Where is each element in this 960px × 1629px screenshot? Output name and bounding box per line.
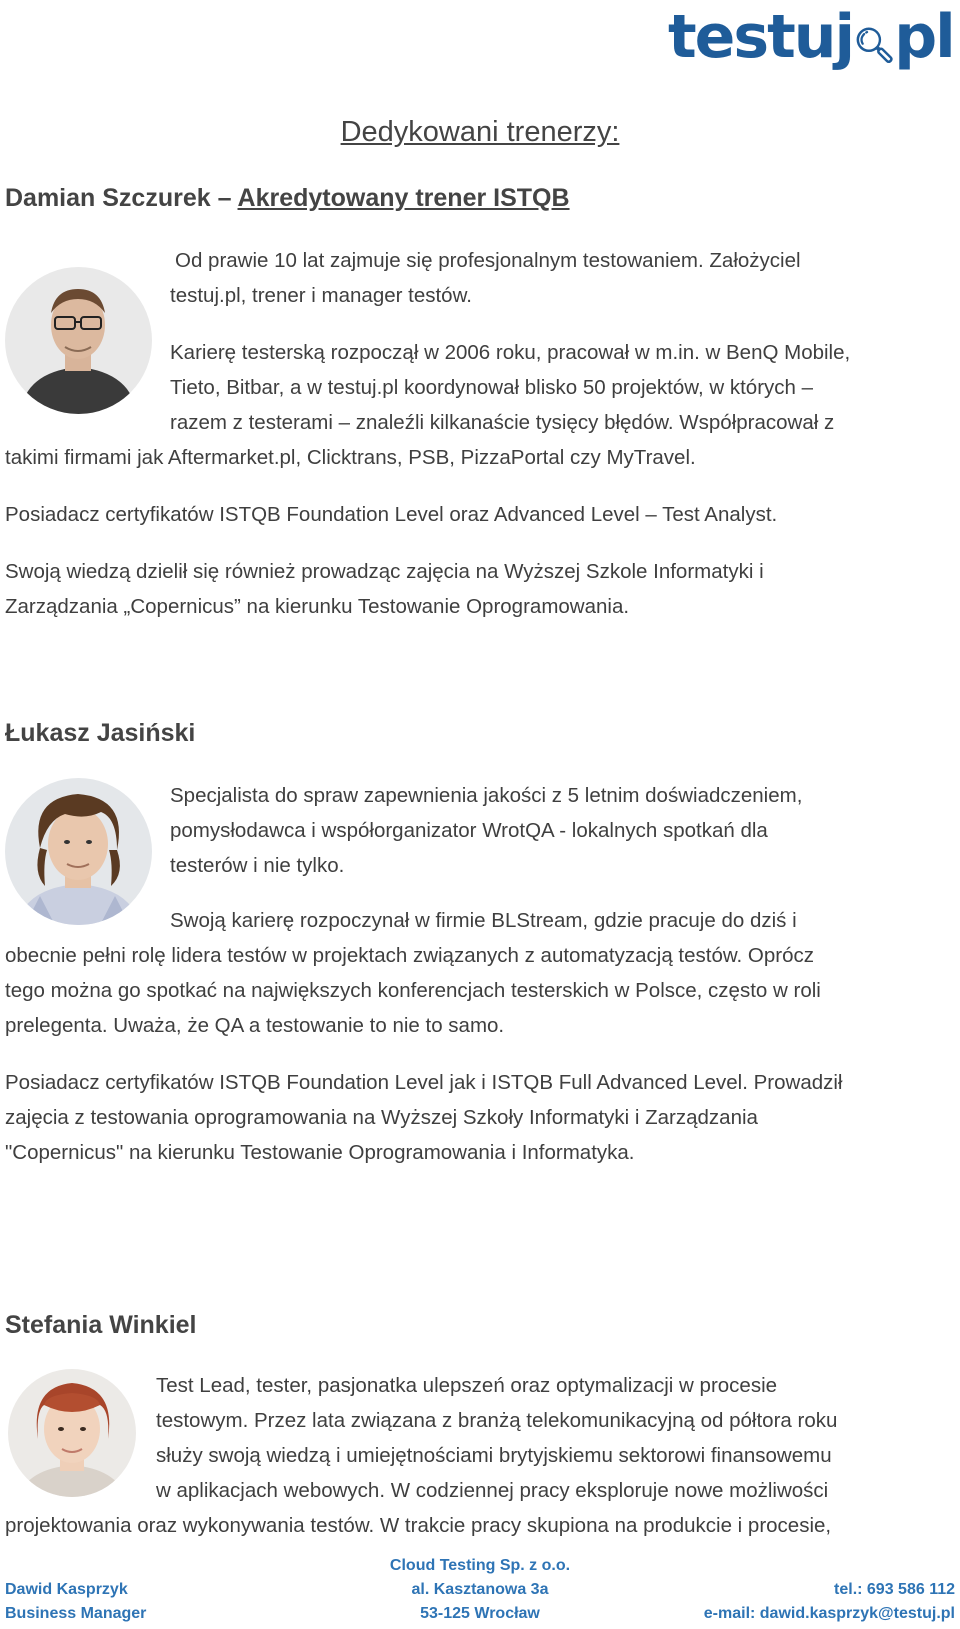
footer-position: Business Manager	[5, 1605, 147, 1622]
trainer2-line6: tego można go spotkać na największych konferencjach testerskich w Polsce, często w roli	[5, 979, 821, 1002]
trainer1-certs: Posiadacz certyfikatów ISTQB Foundation Level oraz Advanced Level – Test Analyst.	[5, 503, 778, 526]
trainer2-photo	[5, 778, 152, 925]
trainer3-photo	[8, 1369, 136, 1497]
trainer3-heading: Stefania Winkiel	[5, 1311, 197, 1339]
trainer2-heading: Łukasz Jasiński	[5, 719, 196, 747]
trainer3-line4: w aplikacjach webowych. W codziennej pracy eksploruje nowe możliwości	[156, 1479, 829, 1502]
trainer1-line8: Swoją wiedzą dzielił się również prowadząc zajęcia na Wyższej Szkole Informatyki i	[5, 560, 764, 583]
footer-company: Cloud Testing Sp. z o.o.	[389, 1557, 571, 1574]
trainer1-line5: razem z testerami – znaleźli kilkanaście tysięcy błędów. Współpracował z	[170, 411, 835, 434]
testuj-logo	[668, 2, 954, 81]
footer-email: e-mail: dawid.kasprzyk@testuj.pl	[703, 1605, 955, 1622]
trainer2-line9: zajęcia z testowania oprogramowania na Wyższej Szkoły Informatyki i Zarządzania	[5, 1106, 758, 1129]
logo-text-domain: pl	[894, 2, 954, 72]
trainer1-name: Damian Szczurek –	[5, 184, 238, 212]
trainer2-line1: Specjalista do spraw zapewnienia jakości z 5 letnim doświadczeniem,	[170, 784, 803, 807]
footer-phone: tel.: 693 586 112	[834, 1581, 955, 1598]
trainer3-line5: projektowania oraz wykonywania testów. W trakcie pracy skupiona na produkcie i procesie,	[5, 1514, 832, 1537]
trainer2-line4: Swoją karierę rozpoczynał w firmie BLStream, gdzie pracuje do dziś i	[170, 909, 797, 932]
trainer3-line3: służy swoją wiedzą i umiejętnościami brytyjskiemu sektorowi finansowemu	[156, 1444, 832, 1467]
trainer2-line2: pomysłodawca i współorganizator WrotQA - lokalnych spotkań dla	[170, 819, 768, 842]
trainer1-line2: testuj.pl, trener i manager testów.	[170, 284, 472, 307]
page-title: Dedykowani trenerzy:	[340, 116, 620, 148]
trainer2-certs: Posiadacz certyfikatów ISTQB Foundation Level jak i ISTQB Full Advanced Level. Prowadził	[5, 1071, 843, 1094]
trainer1-line6: takimi firmami jak Aftermarket.pl, Clicktrans, PSB, PizzaPortal czy MyTravel.	[5, 446, 696, 469]
trainer1-line3: Karierę testerską rozpoczął w 2006 roku, pracował w m.in. w BenQ Mobile,	[170, 341, 851, 364]
trainer1-line9: Zarządzania „Copernicus” na kierunku Testowanie Oprogramowania.	[5, 595, 630, 618]
trainer2-line10: "Copernicus" na kierunku Testowanie Oprogramowania i Informatyka.	[5, 1141, 635, 1164]
trainer1-line1: Od prawie 10 lat zajmuje się profesjonalnym testowaniem. Założyciel	[175, 249, 801, 272]
trainer1-role: Akredytowany trener ISTQB	[237, 184, 570, 212]
footer-street: al. Kasztanowa 3a	[411, 1581, 549, 1598]
trainer1-photo	[5, 267, 152, 414]
footer-city: 53-125 Wrocław	[420, 1605, 540, 1622]
trainer2-line3: testerów i nie tylko.	[170, 854, 345, 877]
trainer2-line7: prelegenta. Uważa, że QA a testowanie to nie to samo.	[5, 1014, 505, 1037]
trainer1-heading	[5, 184, 570, 213]
footer-person: Dawid Kasprzyk	[5, 1581, 128, 1598]
trainer3-line1: Test Lead, tester, pasjonatka ulepszeń oraz optymalizacji w procesie	[156, 1374, 778, 1397]
trainer1-line4: Tieto, Bitbar, a w testuj.pl koordynował blisko 50 projektów, w których –	[170, 376, 814, 399]
trainer3-line2: testowym. Przez lata związana z branżą telekomunikacyjną od półtora roku	[156, 1409, 838, 1432]
logo-text: testuj	[668, 2, 854, 72]
trainer2-line5: obecnie pełni rolę lidera testów w projektach związanych z automatyzacją testów. Oprócz	[5, 944, 815, 967]
magnifier-icon: 🔍︎	[853, 26, 895, 66]
